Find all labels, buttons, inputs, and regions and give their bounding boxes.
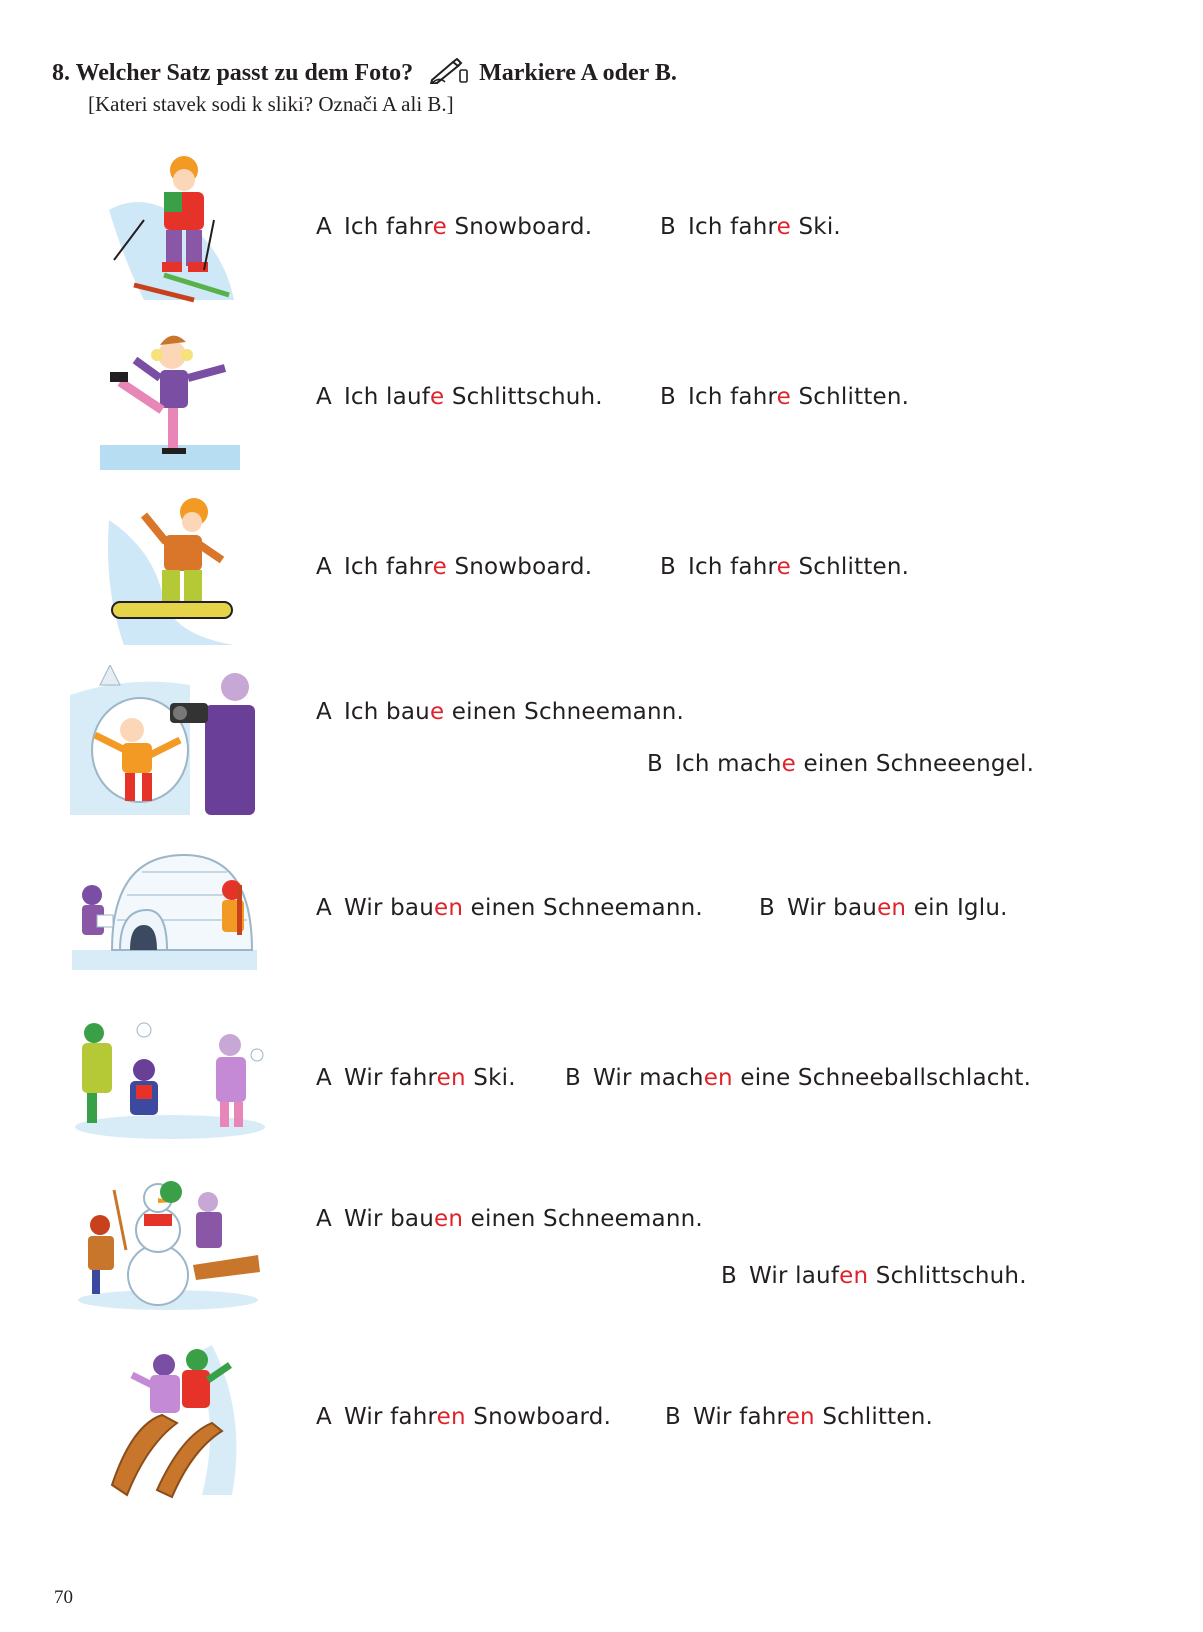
exercise-number: 8. (52, 60, 70, 87)
exercise-instruction: Markiere A oder B. (479, 60, 677, 87)
option-a-row-7[interactable]: A Wir bauen einen Schneemann. (316, 1206, 703, 1232)
option-b-row-1[interactable]: B Ich fahre Ski. (660, 214, 841, 240)
option-a-row-2[interactable]: A Ich laufe Schlittschuh. (316, 384, 603, 410)
verb-ending: e (430, 384, 445, 410)
skier-illustration (104, 150, 244, 310)
sledding-illustration (102, 1335, 247, 1500)
exercise-question: Welcher Satz passt zu dem Foto? (75, 60, 414, 87)
snowboarder-illustration (104, 490, 244, 650)
option-b-row-4[interactable]: B Ich mache einen Schneeengel. (647, 751, 1035, 777)
option-b-row-7[interactable]: B Wir laufen Schlittschuh. (721, 1263, 1027, 1289)
page-number: 70 (54, 1587, 73, 1608)
verb-ending: en (785, 1404, 815, 1430)
option-b-row-6[interactable]: B Wir machen eine Schneeballschlacht. (565, 1065, 1032, 1091)
option-a-row-1[interactable]: A Ich fahre Snowboard. (316, 214, 593, 240)
option-b-row-8[interactable]: B Wir fahren Schlitten. (665, 1404, 934, 1430)
verb-ending: e (432, 554, 447, 580)
verb-ending: en (839, 1263, 869, 1289)
option-a-row-4[interactable]: A Ich baue einen Schneemann. (316, 699, 685, 725)
option-a-row-3[interactable]: A Ich fahre Snowboard. (316, 554, 593, 580)
verb-ending: e (429, 699, 445, 725)
exercise-translation: [Kateri stavek sodi k sliki? Označi A ali B.] (88, 92, 454, 116)
option-a-row-6[interactable]: A Wir fahren Ski. (316, 1065, 516, 1091)
verb-ending: en (436, 1404, 466, 1430)
writing-hand-icon (429, 58, 469, 91)
igloo-illustration (72, 850, 257, 970)
verb-ending: en (703, 1065, 733, 1091)
verb-ending: en (436, 1065, 466, 1091)
option-b-row-2[interactable]: B Ich fahre Schlitten. (660, 384, 910, 410)
verb-ending: e (776, 554, 791, 580)
verb-ending: en (434, 1206, 464, 1232)
option-a-row-5[interactable]: A Wir bauen einen Schneemann. (316, 895, 703, 921)
verb-ending: e (432, 214, 447, 240)
snowball-fight-illustration (72, 1015, 267, 1140)
ice-skater-illustration (100, 320, 245, 470)
verb-ending: en (877, 895, 907, 921)
option-a-row-8[interactable]: A Wir fahren Snowboard. (316, 1404, 612, 1430)
exercise-heading (52, 58, 677, 91)
verb-ending: e (781, 751, 796, 777)
verb-ending: en (434, 895, 464, 921)
verb-ending: e (776, 384, 791, 410)
snowman-illustration (78, 1180, 263, 1310)
option-b-row-5[interactable]: B Wir bauen ein Iglu. (759, 895, 1008, 921)
option-b-row-3[interactable]: B Ich fahre Schlitten. (660, 554, 910, 580)
verb-ending: e (776, 214, 791, 240)
snow-angel-illustration (70, 665, 255, 815)
